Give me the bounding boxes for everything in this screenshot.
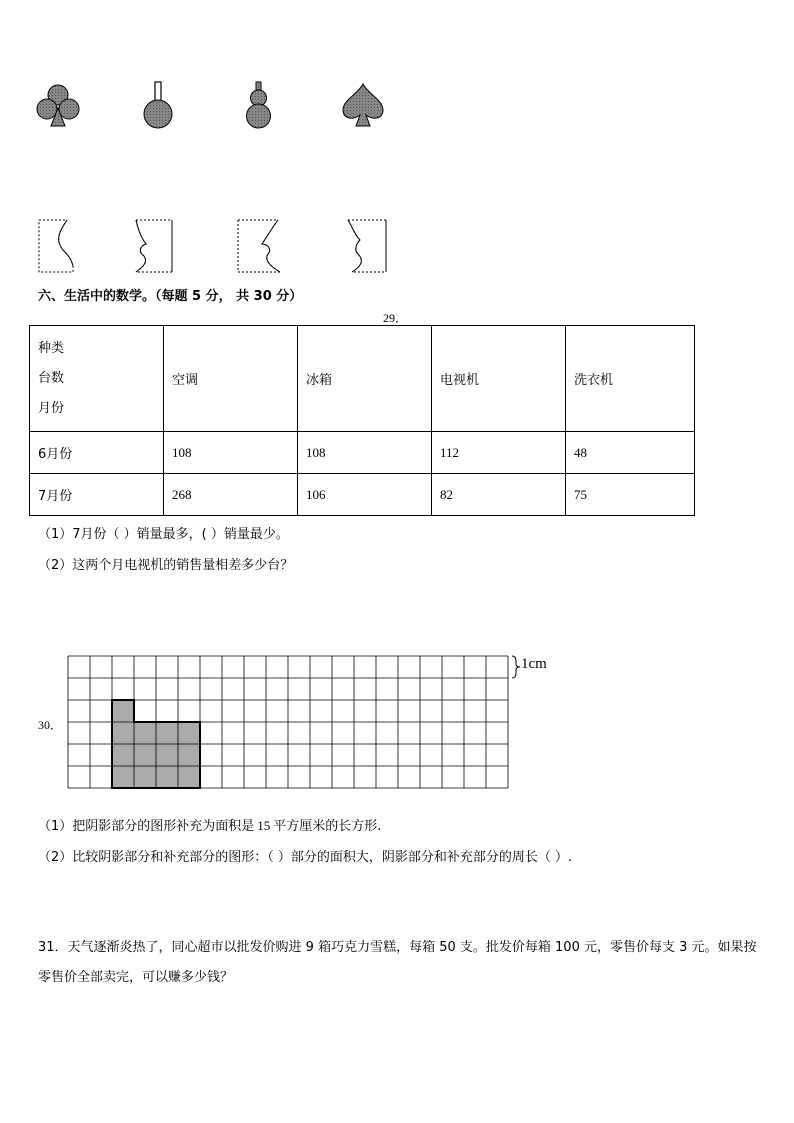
shaded-cell (134, 766, 156, 788)
table-cell: 82 (432, 474, 566, 516)
scale-label-1cm: 1cm (521, 656, 547, 672)
shaded-cell (156, 766, 178, 788)
shaded-cell (156, 722, 178, 744)
corner-label-month: 月份 (38, 400, 65, 416)
row-month-label: 7月份 (30, 474, 164, 516)
gourd-shape (242, 80, 276, 130)
corner-header-cell (30, 326, 164, 432)
question-31-number: 31． (38, 940, 68, 955)
column-header-fridge: 冰箱 (298, 326, 432, 432)
question-30-part-1-text-b: 平方厘米的长方形. (273, 819, 382, 834)
shaded-cell (178, 722, 200, 744)
card-cut-right (37, 218, 77, 274)
scale-brace (512, 656, 520, 678)
shaded-cell (112, 766, 134, 788)
shaded-cell (134, 744, 156, 766)
shaded-cell (178, 766, 200, 788)
question-31-text: 天气逐渐炎热了，同心超市以批发价购进 9 箱巧克力雪糕，每箱 50 支。批发价每箱 100 元，零售价每支 3 元。如果按零售价全部卖完，可以赚多少钱？ (38, 940, 757, 985)
table-cell: 108 (164, 432, 298, 474)
shaded-cell (156, 744, 178, 766)
corner-label-type: 种类 (38, 340, 65, 356)
corner-label-count: 台数 (38, 370, 65, 386)
table-header-row (30, 326, 695, 432)
question-30-part-2: （2）比较阴影部分和补充部分的图形：（ ）部分的面积大，阴影部分和补充部分的周长（ ）. (38, 850, 573, 865)
round-flask-shape (140, 80, 176, 130)
section-title: 六、生活中的数学。（每题 5 分， 共 30 分） (38, 289, 303, 304)
table-cell: 75 (566, 474, 695, 516)
table-row (30, 432, 695, 474)
question-30-part-1 (38, 815, 381, 834)
sales-table (29, 325, 695, 516)
question-29-part-1: （1）7月份（ ）销量最多，( ）销量最少。 (38, 527, 289, 542)
question-29-number: 29． (383, 311, 408, 325)
shaded-cell (112, 700, 134, 722)
shaded-cell (178, 744, 200, 766)
question-31 (38, 933, 762, 993)
column-header-washer: 洗衣机 (566, 326, 695, 432)
card-cut-left-round (344, 218, 390, 274)
table-cell: 268 (164, 474, 298, 516)
table-cell: 48 (566, 432, 695, 474)
column-header-tv: 电视机 (432, 326, 566, 432)
card-cut-left (130, 218, 174, 274)
question-30-number: 30． (38, 718, 63, 732)
club-shape (36, 82, 80, 128)
table-cell: 112 (432, 432, 566, 474)
column-header-ac: 空调 (164, 326, 298, 432)
square-grid (66, 654, 556, 796)
spade-shape (340, 82, 386, 128)
shaded-cell (112, 744, 134, 766)
table-row (30, 474, 695, 516)
question-29-part-2: （2）这两个月电视机的销售量相差多少台？ (38, 558, 294, 573)
shaded-cell (112, 722, 134, 744)
card-cut-both (234, 218, 284, 274)
question-30-area-number: 15 (257, 818, 271, 833)
table-cell: 108 (298, 432, 432, 474)
row-month-label: 6月份 (30, 432, 164, 474)
table-cell: 106 (298, 474, 432, 516)
question-30-part-1-text-a: （1）把阴影部分的图形补充为面积是 (38, 819, 255, 834)
shaded-cell (134, 722, 156, 744)
